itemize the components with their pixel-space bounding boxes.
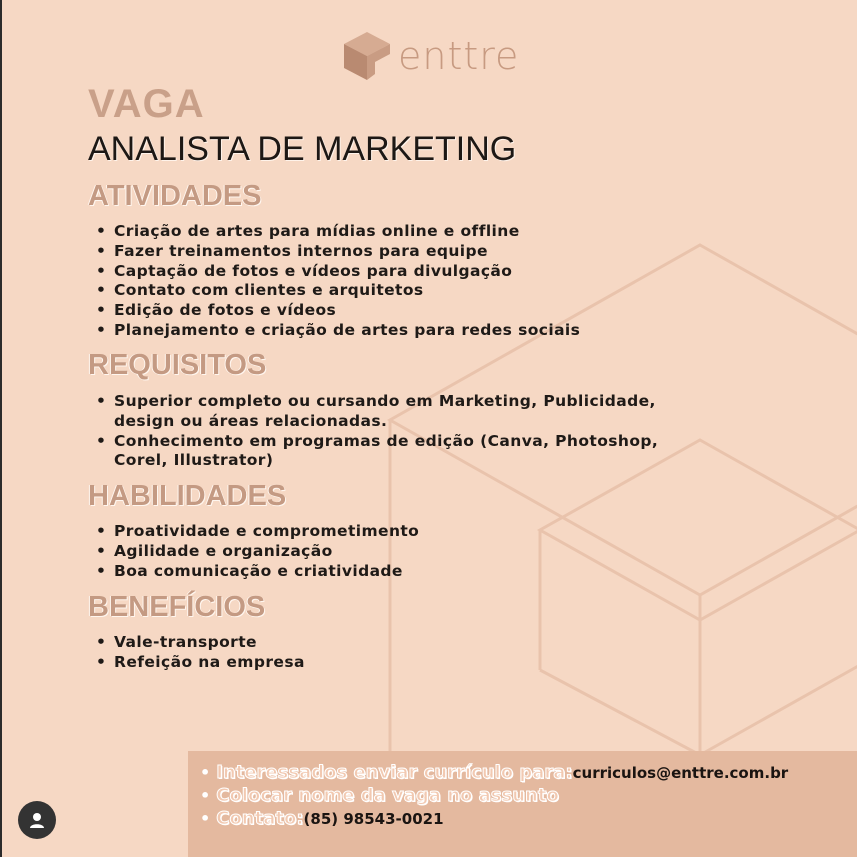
user-avatar-icon: [28, 811, 46, 829]
email-link[interactable]: curriculos@enttre.com.br: [572, 764, 789, 782]
footer-subject-label: Colocar nome da vaga no assunto: [216, 785, 559, 806]
list-item: • Boa comunicação e criatividade: [96, 562, 419, 582]
list-item: • Criação de artes para mídias online e offline: [96, 222, 580, 242]
section-title-habilidades: HABILIDADES: [88, 480, 287, 512]
brand-logo: [342, 30, 519, 82]
list-item: • Edição de fotos e vídeos: [96, 301, 580, 321]
list-atividades: [96, 222, 580, 341]
bullet-icon: •: [200, 786, 211, 805]
list-requisitos: [96, 392, 716, 471]
bullet-icon: •: [200, 809, 211, 828]
section-title-beneficios: BENEFÍCIOS: [88, 591, 266, 623]
list-item: • Planejamento e criação de artes para redes sociais: [96, 321, 580, 341]
list-item: • Fazer treinamentos internos para equipe: [96, 242, 580, 262]
section-title-atividades: ATIVIDADES: [88, 180, 262, 212]
list-item: • Conhecimento em programas de edição (Canva, Photoshop, Corel, Illustrator): [96, 432, 716, 472]
list-item: • Superior completo ou cursando em Marketing, Publicidade, design ou áreas relacionadas.: [96, 392, 716, 432]
left-edge-border: [0, 0, 2, 857]
user-avatar-button[interactable]: [18, 801, 56, 839]
bullet-icon: •: [200, 763, 211, 782]
footer-line-email: [200, 762, 788, 783]
section-title-requisitos: REQUISITOS: [88, 349, 267, 381]
footer-contact-label: Contato:: [216, 808, 304, 829]
footer-email-label: Interessados enviar currículo para:: [216, 762, 573, 783]
cube-logo-icon: [342, 30, 392, 82]
list-item: • Vale-transporte: [96, 633, 305, 653]
list-item: • Refeição na empresa: [96, 653, 305, 673]
footer-line-subject: [200, 785, 559, 806]
list-beneficios: [96, 633, 305, 673]
list-item: • Proatividade e comprometimento: [96, 522, 419, 542]
list-item: • Contato com clientes e arquitetos: [96, 281, 580, 301]
footer-line-contact: [200, 808, 444, 829]
list-item: • Agilidade e organização: [96, 542, 419, 562]
job-title: ANALISTA DE MARKETING: [88, 130, 517, 168]
brand-logo-text: enttre: [398, 34, 520, 78]
vaga-heading: VAGA: [88, 82, 205, 126]
list-item: • Captação de fotos e vídeos para divulgação: [96, 262, 580, 282]
list-habilidades: [96, 522, 419, 581]
phone-number[interactable]: (85) 98543-0021: [303, 810, 444, 828]
